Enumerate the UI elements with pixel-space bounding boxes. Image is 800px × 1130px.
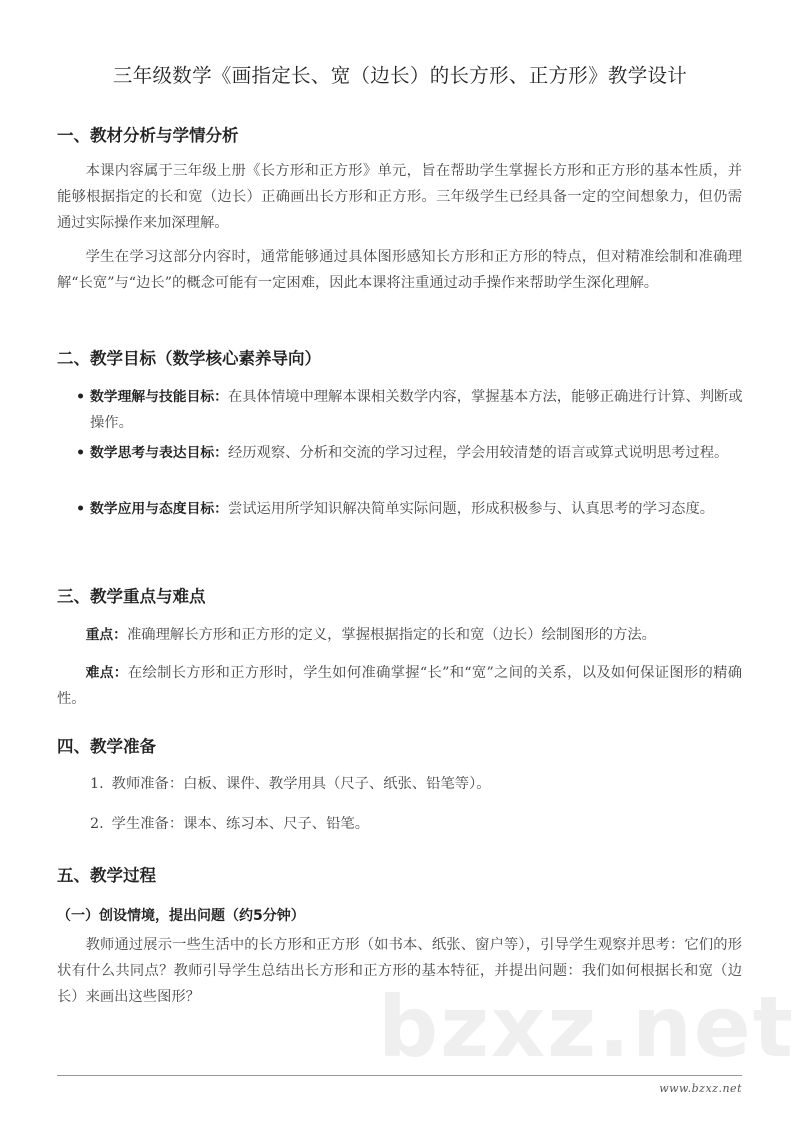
section-heading-objectives: 二、教学目标（数学核心素养导向） (57, 349, 321, 368)
situation-paragraph: 教师通过展示一些生活中的长方形和正方形（如书本、纸张、窗户等），引导学生观察并思考：它们的形状有什么共同点？教师引导学生总结出长方形和正方形的基本特征，并提出问题：我们如何根据长和宽（边长）来画出这些图形？ (57, 937, 742, 1005)
preparation-text: 学生准备：课本、练习本、尺子、铅笔。 (111, 816, 369, 832)
section-heading-process: 五、教学过程 (57, 866, 156, 885)
analysis-paragraph-1: 本课内容属于三年级上册《长方形和正方形》单元，旨在帮助学生掌握长方形和正方形的基本性质，并能够根据指定的长和宽（边长）正确画出长方形和正方形。三年级学生已经具备一定的空间想象力，但仍需通过实际操作来加深理解。 (57, 163, 742, 231)
section-heading-key-points: 三、教学重点与难点 (57, 587, 206, 606)
bullet-icon: • (76, 501, 86, 517)
preparation-item (90, 771, 491, 797)
bullet-icon: • (76, 389, 86, 405)
footer-divider (57, 1075, 742, 1076)
list-number: 2. (90, 816, 104, 832)
objective-item (78, 384, 754, 436)
difficulty-label: 难点： (85, 665, 128, 681)
list-number: 1. (90, 776, 104, 792)
objective-item (78, 440, 754, 466)
analysis-paragraph-2: 学生在学习这部分内容时，通常能够通过具体图形感知长方形和正方形的特点，但对精准绘制和准确理解“长宽”与“边长”的概念可能有一定困难，因此本课将注重通过动手操作来帮助学生深化理解。 (57, 249, 742, 291)
document-title: 三年级数学《画指定长、宽（边长）的长方形、正方形》教学设计 (112, 64, 688, 87)
objective-label: 数学思考与表达目标： (90, 445, 228, 461)
difficulty-item (57, 660, 742, 712)
footer-url: www.bzxz.net (659, 1082, 742, 1095)
preparation-item (90, 811, 369, 837)
watermark-text: bzxz.net (378, 978, 795, 1076)
key-point-label: 重点： (85, 627, 127, 643)
section-heading-analysis: 一、教材分析与学情分析 (57, 126, 239, 145)
objective-text: 尝试运用所学知识解决简单实际问题，形成积极参与、认真思考的学习态度。 (227, 501, 715, 517)
difficulty-text: 在绘制长方形和正方形时，学生如何准确掌握“长”和“宽”之间的关系，以及如何保证图形的精确性。 (57, 665, 743, 707)
section-heading-preparation: 四、教学准备 (57, 737, 156, 756)
objective-item (78, 496, 754, 522)
objective-text: 在具体情境中理解本课相关数学内容，掌握基本方法，能够正确进行计算、判断或操作。 (90, 389, 743, 431)
objective-text: 经历观察、分析和交流的学习过程，学会用较清楚的语言或算式说明思考过程。 (227, 445, 729, 461)
key-point-text: 准确理解长方形和正方形的定义，掌握根据指定的长和宽（边长）绘制图形的方法。 (126, 627, 656, 643)
preparation-text: 教师准备：白板、课件、教学用具（尺子、纸张、铅笔等）。 (111, 776, 491, 792)
objective-label: 数学应用与态度目标： (90, 501, 228, 517)
subsection-heading-situation: （一）创设情境，提出问题（约5分钟） (57, 908, 305, 924)
key-point-item (57, 622, 742, 648)
objective-label: 数学理解与技能目标： (90, 389, 228, 405)
bullet-icon: • (76, 445, 86, 461)
